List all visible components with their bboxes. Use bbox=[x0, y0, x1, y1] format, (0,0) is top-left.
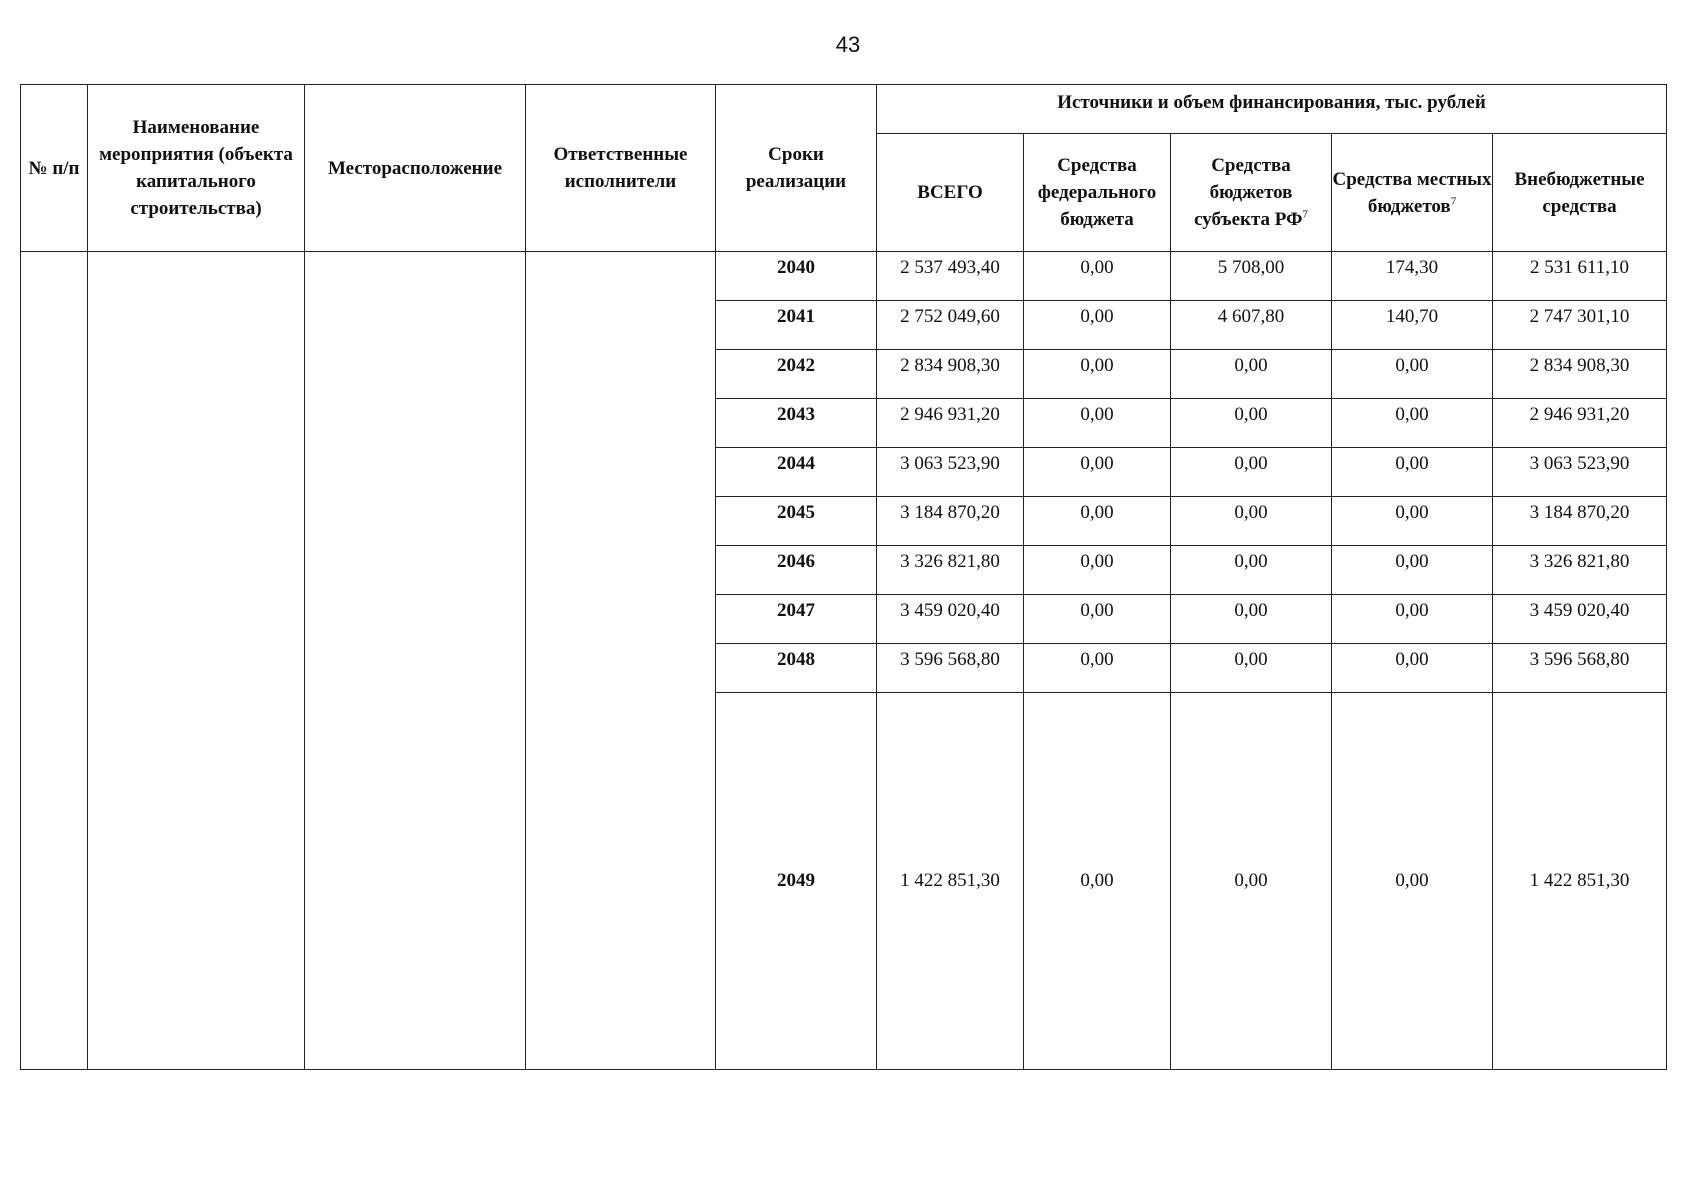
cell-federal: 0,00 bbox=[1024, 448, 1171, 497]
header-location: Месторасположение bbox=[305, 85, 526, 252]
cell-regional: 0,00 bbox=[1171, 644, 1332, 693]
cell-year: 2046 bbox=[716, 546, 877, 595]
cell-total: 1 422 851,30 bbox=[877, 693, 1024, 1070]
cell-local: 0,00 bbox=[1332, 644, 1493, 693]
cell-federal: 0,00 bbox=[1024, 595, 1171, 644]
cell-year: 2043 bbox=[716, 399, 877, 448]
cell-local: 0,00 bbox=[1332, 497, 1493, 546]
footnote-mark: 7 bbox=[1302, 208, 1308, 221]
cell-regional: 4 607,80 bbox=[1171, 301, 1332, 350]
cell-federal: 0,00 bbox=[1024, 497, 1171, 546]
header-num: № п/п bbox=[21, 85, 88, 252]
cell-executors bbox=[526, 252, 716, 1070]
cell-local: 0,00 bbox=[1332, 546, 1493, 595]
footnote-mark: 7 bbox=[1450, 195, 1457, 208]
cell-total: 2 946 931,20 bbox=[877, 399, 1024, 448]
cell-total: 3 596 568,80 bbox=[877, 644, 1024, 693]
cell-year: 2041 bbox=[716, 301, 877, 350]
cell-federal: 0,00 bbox=[1024, 252, 1171, 301]
cell-extrabudget: 1 422 851,30 bbox=[1493, 693, 1667, 1070]
cell-year: 2048 bbox=[716, 644, 877, 693]
header-period: Сроки реализации bbox=[716, 85, 877, 252]
cell-local: 140,70 bbox=[1332, 301, 1493, 350]
cell-extrabudget: 3 596 568,80 bbox=[1493, 644, 1667, 693]
table-row bbox=[21, 252, 1667, 301]
cell-regional: 0,00 bbox=[1171, 693, 1332, 1070]
cell-extrabudget: 3 459 020,40 bbox=[1493, 595, 1667, 644]
cell-local: 0,00 bbox=[1332, 595, 1493, 644]
cell-extrabudget: 2 946 931,20 bbox=[1493, 399, 1667, 448]
cell-regional: 0,00 bbox=[1171, 448, 1332, 497]
cell-year: 2047 bbox=[716, 595, 877, 644]
cell-extrabudget: 2 747 301,10 bbox=[1493, 301, 1667, 350]
cell-total: 2 537 493,40 bbox=[877, 252, 1024, 301]
cell-local: 0,00 bbox=[1332, 448, 1493, 497]
cell-regional: 0,00 bbox=[1171, 546, 1332, 595]
cell-num bbox=[21, 252, 88, 1070]
header-name: Наименование мероприятия (объекта капитального строительства) bbox=[88, 85, 305, 252]
header-regional-label: Средства бюджетов субъекта РФ bbox=[1194, 155, 1303, 230]
cell-federal: 0,00 bbox=[1024, 350, 1171, 399]
cell-year: 2044 bbox=[716, 448, 877, 497]
cell-regional: 5 708,00 bbox=[1171, 252, 1332, 301]
table-header bbox=[21, 85, 1667, 252]
cell-local: 0,00 bbox=[1332, 350, 1493, 399]
cell-federal: 0,00 bbox=[1024, 546, 1171, 595]
cell-federal: 0,00 bbox=[1024, 693, 1171, 1070]
page-number: 43 bbox=[835, 32, 861, 57]
cell-extrabudget: 2 531 611,10 bbox=[1493, 252, 1667, 301]
header-local-label: Средства местных бюджетов bbox=[1332, 168, 1492, 217]
cell-year: 2040 bbox=[716, 252, 877, 301]
cell-federal: 0,00 bbox=[1024, 644, 1171, 693]
header-executors: Ответственные исполнители bbox=[526, 85, 716, 252]
cell-extrabudget: 3 326 821,80 bbox=[1493, 546, 1667, 595]
cell-year: 2049 bbox=[716, 693, 877, 1070]
funding-table bbox=[20, 84, 1667, 1070]
cell-year: 2045 bbox=[716, 497, 877, 546]
cell-extrabudget: 2 834 908,30 bbox=[1493, 350, 1667, 399]
header-regional bbox=[1171, 134, 1332, 252]
cell-year: 2042 bbox=[716, 350, 877, 399]
cell-total: 3 063 523,90 bbox=[877, 448, 1024, 497]
cell-total: 2 752 049,60 bbox=[877, 301, 1024, 350]
cell-local: 0,00 bbox=[1332, 399, 1493, 448]
cell-regional: 0,00 bbox=[1171, 399, 1332, 448]
cell-total: 3 326 821,80 bbox=[877, 546, 1024, 595]
header-local bbox=[1332, 134, 1493, 252]
cell-extrabudget: 3 063 523,90 bbox=[1493, 448, 1667, 497]
cell-federal: 0,00 bbox=[1024, 399, 1171, 448]
cell-regional: 0,00 bbox=[1171, 595, 1332, 644]
cell-total: 3 184 870,20 bbox=[877, 497, 1024, 546]
header-funding-sources: Источники и объем финансирования, тыс. рублей bbox=[877, 85, 1667, 134]
cell-local: 174,30 bbox=[1332, 252, 1493, 301]
cell-regional: 0,00 bbox=[1171, 497, 1332, 546]
cell-regional: 0,00 bbox=[1171, 350, 1332, 399]
table-body bbox=[21, 252, 1667, 1070]
cell-name bbox=[88, 252, 305, 1070]
cell-location bbox=[305, 252, 526, 1070]
header-total: ВСЕГО bbox=[877, 134, 1024, 252]
cell-federal: 0,00 bbox=[1024, 301, 1171, 350]
header-extrabudget: Внебюджетные средства bbox=[1493, 134, 1667, 252]
cell-total: 2 834 908,30 bbox=[877, 350, 1024, 399]
header-federal: Средства федерального бюджета bbox=[1024, 134, 1171, 252]
cell-total: 3 459 020,40 bbox=[877, 595, 1024, 644]
cell-local: 0,00 bbox=[1332, 693, 1493, 1070]
cell-extrabudget: 3 184 870,20 bbox=[1493, 497, 1667, 546]
